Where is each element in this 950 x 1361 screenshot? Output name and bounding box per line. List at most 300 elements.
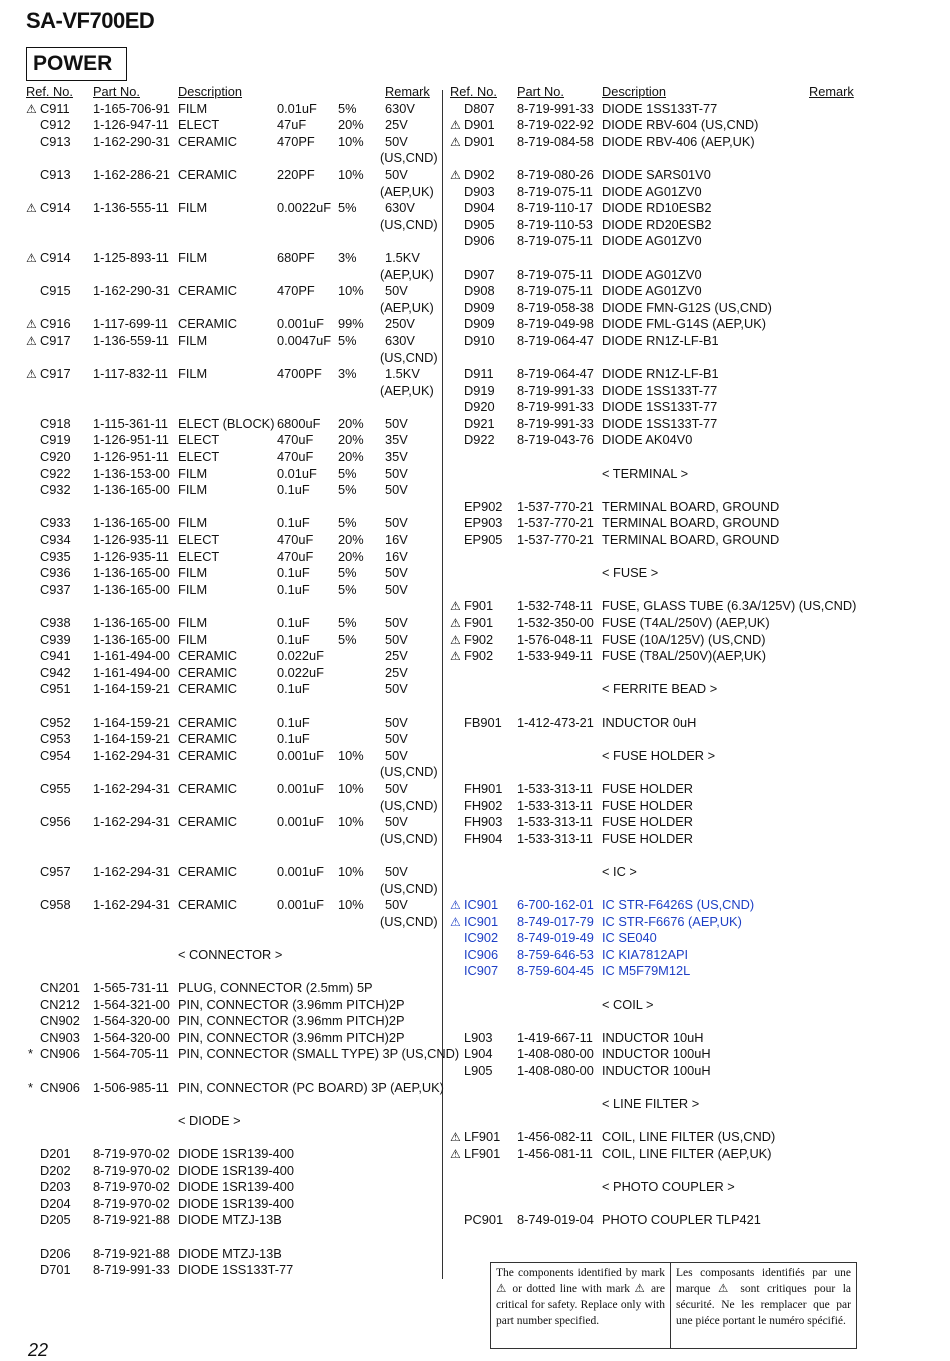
table-row: [450, 598, 860, 615]
value: 470PF: [277, 133, 315, 149]
part-no: 8-719-084-58: [517, 133, 594, 149]
table-row: [26, 565, 438, 582]
description: CERAMIC: [178, 648, 238, 664]
ref-no: C915: [40, 283, 71, 299]
table-row: [450, 980, 860, 997]
part-no: 1-117-699-11: [93, 316, 168, 332]
description: FILM: [178, 200, 208, 216]
table-row: [450, 399, 860, 416]
description: CERAMIC: [178, 664, 238, 680]
description: DIODE 1SR139-400: [178, 1146, 294, 1161]
description: < COIL >: [602, 996, 654, 1012]
table-row: [450, 267, 860, 284]
table-row: [450, 1030, 860, 1047]
table-row: [26, 217, 438, 234]
ref-no: C939: [40, 631, 71, 647]
description: IC SE040: [602, 930, 657, 946]
description: PLUG, CONNECTOR (2.5mm) 5P: [178, 980, 373, 996]
table-row: [26, 914, 438, 931]
header-remark: Remark: [385, 84, 430, 99]
table-row: [450, 648, 860, 665]
description: FUSE, GLASS TUBE (6.3A/125V) (US,CND): [602, 598, 857, 614]
table-row: [26, 980, 438, 997]
part-no: 1-565-731-11: [93, 980, 169, 996]
tolerance: 20%: [338, 548, 364, 564]
table-row: [26, 316, 438, 333]
tolerance: 10%: [338, 897, 364, 913]
ref-no: C917: [40, 366, 71, 382]
table-row: [450, 1096, 860, 1113]
ref-no: D904: [464, 200, 495, 216]
value: 0.0022uF: [277, 200, 332, 216]
tolerance: 20%: [338, 415, 364, 431]
part-no: 1-456-082-11: [517, 1129, 593, 1145]
part-no: 1-564-321-00: [93, 996, 170, 1012]
value: 470uF: [277, 548, 314, 564]
table-row: [26, 416, 438, 433]
description: FILM: [178, 249, 208, 265]
description: FUSE (T4AL/250V) (AEP,UK): [602, 615, 770, 630]
table-row: [450, 532, 860, 549]
table-row: [26, 499, 438, 516]
ref-no: EP903: [464, 515, 503, 531]
value: 0.0047uF: [277, 332, 332, 348]
parts-list-right: [450, 84, 860, 1229]
remark: 50V: [385, 283, 408, 299]
ref-no: C917: [40, 332, 71, 348]
ref-no: D907: [464, 266, 495, 282]
table-row: [26, 748, 438, 765]
remark: 630V: [385, 200, 415, 216]
table-row: [26, 233, 438, 250]
warning-triangle-icon: ⚠: [450, 1130, 461, 1145]
table-row: [450, 300, 860, 317]
part-no: 1-126-951-11: [93, 449, 169, 465]
part-no: 1-419-667-11: [517, 1029, 593, 1045]
table-row: [26, 350, 438, 367]
remark: (US,CND): [380, 764, 438, 780]
part-no: 1-564-320-00: [93, 1029, 170, 1045]
table-row: [26, 1113, 438, 1130]
ref-no: FH901: [464, 780, 503, 796]
part-no: 8-719-110-53: [517, 216, 593, 232]
ref-no: D910: [464, 332, 495, 348]
ref-no: C936: [40, 565, 71, 581]
description: DIODE AG01ZV0: [602, 183, 702, 199]
value: 0.1uF: [277, 731, 310, 747]
description: DIODE AG01ZV0: [602, 266, 702, 282]
tolerance: 5%: [338, 482, 357, 498]
description: FUSE (T8AL/250V)(AEP,UK): [602, 648, 767, 664]
ref-no: D202: [40, 1162, 71, 1178]
part-no: 1-456-081-11: [517, 1146, 593, 1161]
remark: (US,CND): [380, 150, 438, 166]
part-no: 1-161-494-00: [93, 664, 170, 680]
table-row: [26, 1163, 438, 1180]
value: 47uF: [277, 117, 307, 133]
description: PHOTO COUPLER TLP421: [602, 1212, 761, 1228]
table-row: [26, 814, 438, 831]
table-row: [26, 1063, 438, 1080]
tolerance: 99%: [338, 316, 364, 332]
description: FILM: [178, 631, 208, 647]
description: DIODE FML-G14S (AEP,UK): [602, 316, 767, 332]
tolerance: 20%: [338, 532, 364, 548]
value: 0.001uF: [277, 316, 324, 332]
description: IC STR-F6426S (US,CND): [602, 897, 755, 913]
value: 0.1uF: [277, 714, 310, 730]
part-no: 8-719-970-02: [93, 1195, 170, 1211]
part-no: 1-162-294-31: [93, 747, 170, 763]
ref-no: L903: [464, 1029, 493, 1045]
table-row: [450, 1212, 860, 1229]
part-no: 8-719-991-33: [93, 1262, 170, 1278]
value: 470uF: [277, 432, 314, 448]
tolerance: 10%: [338, 863, 364, 879]
safety-note-english: The components identified by mark ⚠ or dotted line with mark ⚠ are critical for safety. Replace only with part number specified.: [491, 1263, 671, 1348]
ref-no: C938: [40, 615, 71, 630]
header-remark: Remark: [809, 84, 854, 99]
part-no: 1-164-159-21: [93, 714, 170, 730]
part-no: 1-408-080-00: [517, 1046, 594, 1062]
value: 0.001uF: [277, 814, 324, 830]
ref-no: C920: [40, 449, 71, 465]
part-no: 1-136-165-00: [93, 482, 170, 498]
remark: (US,CND): [380, 880, 438, 896]
ref-no: C919: [40, 432, 71, 448]
table-row: [450, 233, 860, 250]
part-no: 1-125-893-11: [93, 249, 169, 265]
ref-no: CN201: [40, 980, 80, 996]
header-ref-no: Ref. No.: [26, 84, 73, 99]
tolerance: 5%: [338, 631, 357, 647]
ref-no: C922: [40, 465, 71, 481]
tolerance: 10%: [338, 133, 364, 149]
value: 470PF: [277, 283, 315, 299]
remark: 35V: [385, 432, 408, 448]
ref-no: D902: [464, 166, 495, 182]
value: 0.022uF: [277, 664, 324, 680]
part-no: 1-136-153-00: [93, 465, 170, 481]
table-row: [26, 1046, 460, 1063]
table-row: [450, 798, 860, 815]
description: < LINE FILTER >: [602, 1096, 700, 1112]
table-row: [26, 947, 438, 964]
table-row: [450, 150, 860, 167]
tolerance: 10%: [338, 780, 364, 796]
part-no: 8-749-017-79: [517, 913, 594, 929]
tolerance: 5%: [338, 581, 357, 597]
part-no: 1-162-294-31: [93, 863, 170, 879]
part-no: 8-719-075-11: [517, 233, 593, 249]
remark: 35V: [385, 449, 408, 465]
table-row: [26, 466, 438, 483]
table-row: [26, 698, 438, 715]
part-no: 1-533-313-11: [517, 830, 593, 846]
table-row: [26, 432, 438, 449]
ref-no: D908: [464, 283, 495, 299]
table-row: [26, 300, 438, 317]
table-row: [26, 897, 438, 914]
remark: 50V: [385, 731, 408, 747]
remark: 630V: [385, 100, 415, 116]
part-no: 8-749-019-49: [517, 930, 594, 946]
part-no: 1-533-313-11: [517, 797, 593, 813]
remark: 50V: [385, 681, 408, 697]
remark: (US,CND): [380, 797, 438, 813]
remark: 50V: [385, 631, 408, 647]
ref-no: C912: [40, 117, 71, 133]
ref-no: D203: [40, 1179, 71, 1195]
remark: 50V: [385, 565, 408, 581]
asterisk-mark: *: [28, 1046, 33, 1062]
tolerance: 20%: [338, 449, 364, 465]
table-row: [26, 549, 438, 566]
value: 6800uF: [277, 415, 321, 431]
table-row: [450, 466, 860, 483]
description: FILM: [178, 366, 208, 382]
table-row: [450, 963, 860, 980]
description: CERAMIC: [178, 731, 238, 747]
ref-no: D807: [464, 100, 495, 116]
part-no: 8-759-604-45: [517, 963, 594, 979]
description: DIODE 1SS133T-77: [602, 415, 718, 431]
part-no: 1-136-165-00: [93, 581, 170, 597]
description: < IC >: [602, 863, 637, 879]
part-no: 8-759-646-53: [517, 946, 594, 962]
ref-no: C956: [40, 814, 71, 830]
description: ELECT (BLOCK): [178, 415, 275, 431]
ref-no: CN902: [40, 1013, 80, 1029]
table-row: [26, 798, 438, 815]
part-no: 1-164-159-21: [93, 731, 170, 747]
description: CERAMIC: [178, 714, 238, 730]
remark: (US,CND): [380, 830, 438, 846]
description: FUSE (10A/125V) (US,CND): [602, 631, 766, 647]
description: INDUCTOR 10uH: [602, 1029, 704, 1045]
table-row: [26, 831, 438, 848]
part-no: 8-719-049-98: [517, 316, 594, 332]
table-row: [450, 416, 860, 433]
part-no: 1-408-080-00: [517, 1063, 594, 1079]
ref-no: IC907: [464, 963, 499, 979]
description: DIODE MTZJ-13B: [178, 1212, 282, 1228]
table-row: [450, 184, 860, 201]
table-row: [26, 764, 438, 781]
description: DIODE 1SS133T-77: [602, 100, 718, 116]
description: IC M5F79M12L: [602, 963, 691, 979]
table-row: [26, 366, 438, 383]
value: 0.001uF: [277, 747, 324, 763]
part-no: 1-537-770-21: [517, 515, 594, 531]
remark: 50V: [385, 515, 408, 531]
table-row: [26, 1096, 438, 1113]
remark: 50V: [385, 581, 408, 597]
header-description: Description: [178, 84, 243, 99]
ref-no: C911: [40, 100, 70, 116]
table-row: [26, 134, 438, 151]
table-row: [26, 283, 438, 300]
description: < FUSE >: [602, 565, 659, 581]
remark: 50V: [385, 780, 408, 796]
table-row: [450, 764, 860, 781]
remark: (AEP,UK): [380, 266, 434, 282]
description: INDUCTOR 100uH: [602, 1063, 711, 1079]
table-row: [450, 781, 860, 798]
value: 0.1uF: [277, 615, 310, 630]
ref-no: C935: [40, 548, 71, 564]
table-row: [26, 1212, 438, 1229]
tolerance: 5%: [338, 465, 357, 481]
table-row: [450, 432, 860, 449]
part-no: 8-719-058-38: [517, 299, 594, 315]
description: DIODE RBV-406 (AEP,UK): [602, 133, 755, 149]
description: DIODE AG01ZV0: [602, 233, 702, 249]
tolerance: 5%: [338, 565, 357, 581]
table-row: [450, 847, 860, 864]
warning-triangle-icon: ⚠: [26, 201, 37, 216]
value: 0.001uF: [277, 863, 324, 879]
description: DIODE AG01ZV0: [602, 283, 702, 299]
part-no: 8-719-110-17: [517, 200, 593, 216]
part-no: 1-162-294-31: [93, 897, 170, 913]
part-no: 1-161-494-00: [93, 648, 170, 664]
ref-no: C957: [40, 863, 71, 879]
description: DIODE 1SS133T-77: [602, 382, 718, 398]
part-no: 1-136-559-11: [93, 332, 169, 348]
description: TERMINAL BOARD, GROUND: [602, 515, 780, 531]
warning-triangle-icon: ⚠: [26, 333, 37, 348]
tolerance: 20%: [338, 117, 364, 133]
remark: 50V: [385, 863, 408, 879]
table-row: [450, 1196, 860, 1213]
table-row: [450, 515, 860, 532]
description: DIODE 1SS133T-77: [602, 399, 718, 415]
table-row: [26, 665, 438, 682]
part-no: 8-719-075-11: [517, 183, 593, 199]
warning-triangle-icon: ⚠: [450, 134, 461, 149]
tolerance: 10%: [338, 166, 364, 182]
description: FILM: [178, 615, 208, 630]
value: 470uF: [277, 532, 314, 548]
ref-no: PC901: [464, 1212, 504, 1228]
description: FILM: [178, 482, 208, 498]
ref-no: L905: [464, 1063, 493, 1079]
description: DIODE AK04V0: [602, 432, 693, 448]
remark: 25V: [385, 664, 408, 680]
ref-no: D922: [464, 432, 495, 448]
table-row: [450, 698, 860, 715]
table-row: [450, 482, 860, 499]
description: ELECT: [178, 532, 220, 548]
safety-note-box: [490, 1262, 857, 1349]
description: DIODE FMN-G12S (US,CND): [602, 299, 772, 315]
description: COIL, LINE FILTER (US,CND): [602, 1129, 776, 1145]
tolerance: 5%: [338, 615, 357, 630]
ref-no: C941: [40, 648, 71, 664]
ref-no: F901: [464, 598, 494, 614]
remark: 50V: [385, 133, 408, 149]
table-row: [26, 1229, 438, 1246]
description: PIN, CONNECTOR (SMALL TYPE) 3P (US,CND): [178, 1046, 460, 1062]
description: IC KIA7812API: [602, 946, 689, 962]
ref-no: D909: [464, 316, 495, 332]
table-row: [26, 847, 438, 864]
ref-no: IC906: [464, 946, 499, 962]
ref-no: C937: [40, 581, 71, 597]
description: PIN, CONNECTOR (3.96mm PITCH)2P: [178, 1029, 405, 1045]
ref-no: CN903: [40, 1029, 80, 1045]
description: ELECT: [178, 548, 220, 564]
remark: 50V: [385, 897, 408, 913]
description: ELECT: [178, 117, 220, 133]
part-no: 1-533-313-11: [517, 814, 593, 830]
ref-no: FH903: [464, 814, 503, 830]
description: DIODE RD20ESB2: [602, 216, 712, 232]
part-no: 1-564-705-11: [93, 1046, 169, 1062]
part-no: 8-719-075-11: [517, 283, 593, 299]
warning-triangle-icon: ⚠: [26, 317, 37, 332]
part-no: 1-136-165-00: [93, 631, 170, 647]
tolerance: 10%: [338, 283, 364, 299]
remark: 50V: [385, 714, 408, 730]
ref-no: EP905: [464, 532, 503, 548]
ref-no: D909: [464, 299, 495, 315]
table-row: [450, 731, 860, 748]
remark: 50V: [385, 814, 408, 830]
remark: 250V: [385, 316, 415, 332]
table-row: [26, 515, 438, 532]
ref-no: D201: [40, 1146, 71, 1161]
ref-no: D205: [40, 1212, 71, 1228]
part-no: 1-136-555-11: [93, 200, 169, 216]
table-row: [450, 134, 860, 151]
table-row: [450, 366, 860, 383]
description: < CONNECTOR >: [178, 946, 283, 962]
value: 4700PF: [277, 366, 322, 382]
description: IC STR-F6676 (AEP,UK): [602, 913, 742, 929]
tolerance: 5%: [338, 100, 357, 116]
ref-no: D901: [464, 117, 495, 133]
description: PIN, CONNECTOR (3.96mm PITCH)2P: [178, 996, 405, 1012]
table-row: [26, 250, 438, 267]
column-header-row: [26, 84, 438, 101]
table-row: [450, 997, 860, 1014]
ref-no: C942: [40, 664, 71, 680]
table-row: [26, 1013, 438, 1030]
part-no: 8-719-043-76: [517, 432, 594, 448]
remark: (AEP,UK): [380, 382, 434, 398]
model-title: SA-VF700ED: [26, 8, 155, 33]
ref-no: C934: [40, 532, 71, 548]
description: FUSE HOLDER: [602, 830, 694, 846]
table-row: [26, 864, 438, 881]
part-no: 1-162-294-31: [93, 780, 170, 796]
table-row: [26, 1246, 438, 1263]
value: 0.022uF: [277, 648, 324, 664]
header-ref-no: Ref. No.: [450, 84, 497, 99]
ref-no: FH902: [464, 797, 503, 813]
warning-triangle-icon: ⚠: [450, 1147, 461, 1161]
table-row: [450, 947, 860, 964]
warning-triangle-icon: ⚠: [450, 649, 461, 664]
part-no: 1-115-361-11: [93, 415, 168, 431]
table-row: [26, 399, 438, 416]
value: 0.1uF: [277, 482, 310, 498]
description: FILM: [178, 581, 208, 597]
part-no: 8-719-064-47: [517, 366, 594, 382]
table-row: [450, 217, 860, 234]
